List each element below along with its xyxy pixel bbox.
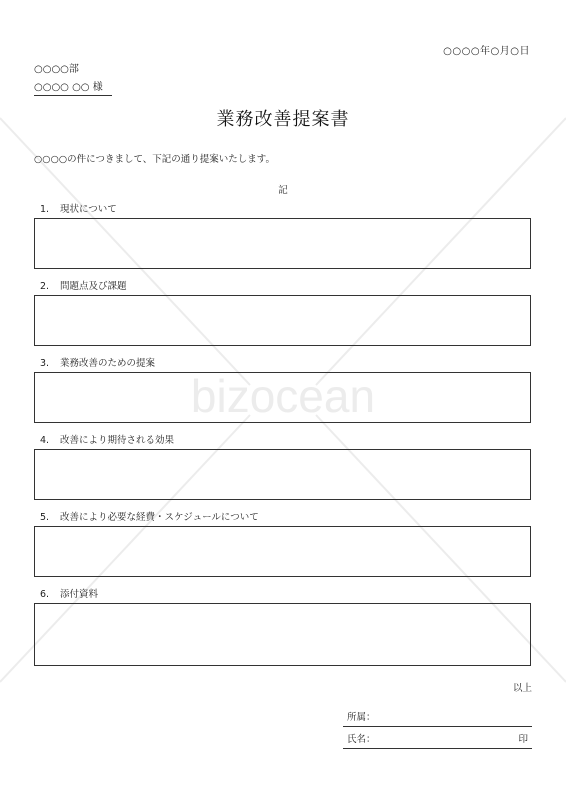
intro-text: ○○○○の件につきまして、下記の通り提案いたします。 <box>34 154 276 165</box>
seal-mark: 印 <box>518 734 528 745</box>
section-label: 改善により期待される効果 <box>60 435 175 446</box>
section-number: 6. <box>40 589 50 600</box>
section-2-heading <box>40 278 127 292</box>
section-label: 業務改善のための提案 <box>60 358 156 369</box>
section-number: 3. <box>40 358 50 369</box>
section-4-box[interactable] <box>34 449 531 500</box>
affiliation-row[interactable] <box>343 706 532 727</box>
section-3-box[interactable] <box>34 372 531 423</box>
department: ○○○○部 <box>34 64 79 75</box>
closing-text: 以上 <box>512 683 532 694</box>
section-label: 問題点及び課題 <box>60 281 127 292</box>
ki-marker: 記 <box>278 185 288 196</box>
affiliation-label: 所属： <box>347 712 376 723</box>
section-5-box[interactable] <box>34 526 531 577</box>
watermark-text: bizocean <box>190 370 376 422</box>
name-label: 氏名： <box>347 734 376 745</box>
addressee: ○○○○ ○○ 様 <box>34 78 112 96</box>
section-number: 1. <box>40 204 50 215</box>
date: ○○○○年○月○日 <box>443 46 530 57</box>
section-label: 添付資料 <box>60 589 99 600</box>
section-1-box[interactable] <box>34 218 531 269</box>
section-6-box[interactable] <box>34 603 531 666</box>
section-5-heading <box>40 509 259 523</box>
section-2-box[interactable] <box>34 295 531 346</box>
section-label: 現状について <box>60 204 117 215</box>
section-label: 改善により必要な経費・スケジュールについて <box>60 512 259 523</box>
section-number: 5. <box>40 512 50 523</box>
document-title: 業務改善提案書 <box>216 109 350 130</box>
section-4-heading <box>40 432 174 446</box>
name-row[interactable] <box>343 728 532 749</box>
section-6-heading <box>40 586 98 600</box>
section-number: 4. <box>40 435 50 446</box>
section-3-heading <box>40 355 155 369</box>
section-number: 2. <box>40 281 50 292</box>
section-1-heading <box>40 201 117 215</box>
